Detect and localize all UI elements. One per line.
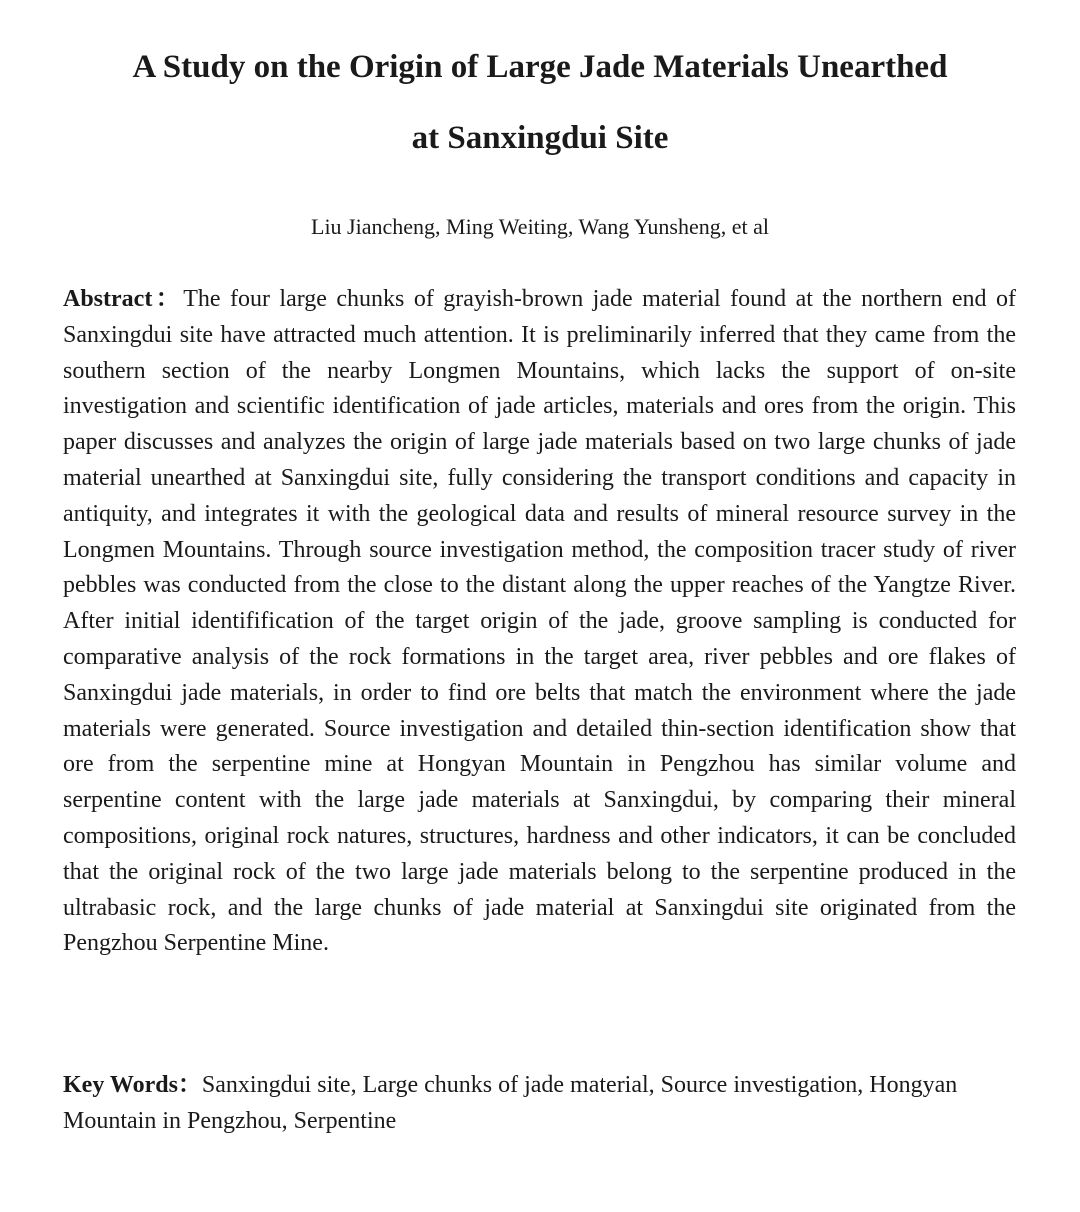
author-list: Liu Jiancheng, Ming Weiting, Wang Yunsheng, et al [311, 214, 769, 239]
keywords-text: Sanxingdui site, Large chunks of jade material, Source investigation, Hongyan Mountain in Pengzhou, Serpentine [63, 1072, 958, 1134]
abstract-text: The four large chunks of grayish-brown jade material found at the northern end of Sanxingdui site have attracted much attention. It is preliminarily inferred that they came from the southern section of the nearby Longmen Mountains, which lacks the support of on-site investigation and scientific identification of jade articles, materials and ores from the origin. This paper discusses and analyzes the origin of large jade materials based on two large chunks of jade material unearthed at Sanxingdui site, fully considering the transport conditions and capacity in antiquity, and integrates it with the geological data and results of mineral resource survey in the Longmen Mountains. Through source investigation method, the composition tracer study of river pebbles was conducted from the close to the distant along the upper reaches of the Yangtze River. After initial identifification of the target origin of the jade, groove sampling is conducted for comparative analysis of the rock formations in the target area, river pebbles and ore flakes of Sanxingdui jade materials, in order to find ore belts that match the environment where the jade materials were generated. Source investigation and detailed thin-section identification show that ore from the serpentine mine at Hongyan Mountain in Pengzhou has similar volume and serpentine content with the large jade materials at Sanxingdui, by comparing their mineral compositions, original rock natures, structures, hardness and other indicators, it can be concluded that the original rock of the two large jade materials belong to the serpentine produced in the ultrabasic rock, and the large chunks of jade material at Sanxingdui site originated from the Pengzhou Serpentine Mine. [63, 286, 1016, 957]
keywords-paragraph [63, 1068, 1016, 1140]
paper-title-line-1: A Study on the Origin of Large Jade Materials Unearthed [132, 49, 948, 85]
keywords-label: Key Words： [63, 1072, 202, 1098]
abstract-paragraph [63, 282, 1016, 962]
abstract-label: Abstract： [63, 286, 184, 312]
paper-title-line-2: at Sanxingdui Site [411, 120, 669, 156]
